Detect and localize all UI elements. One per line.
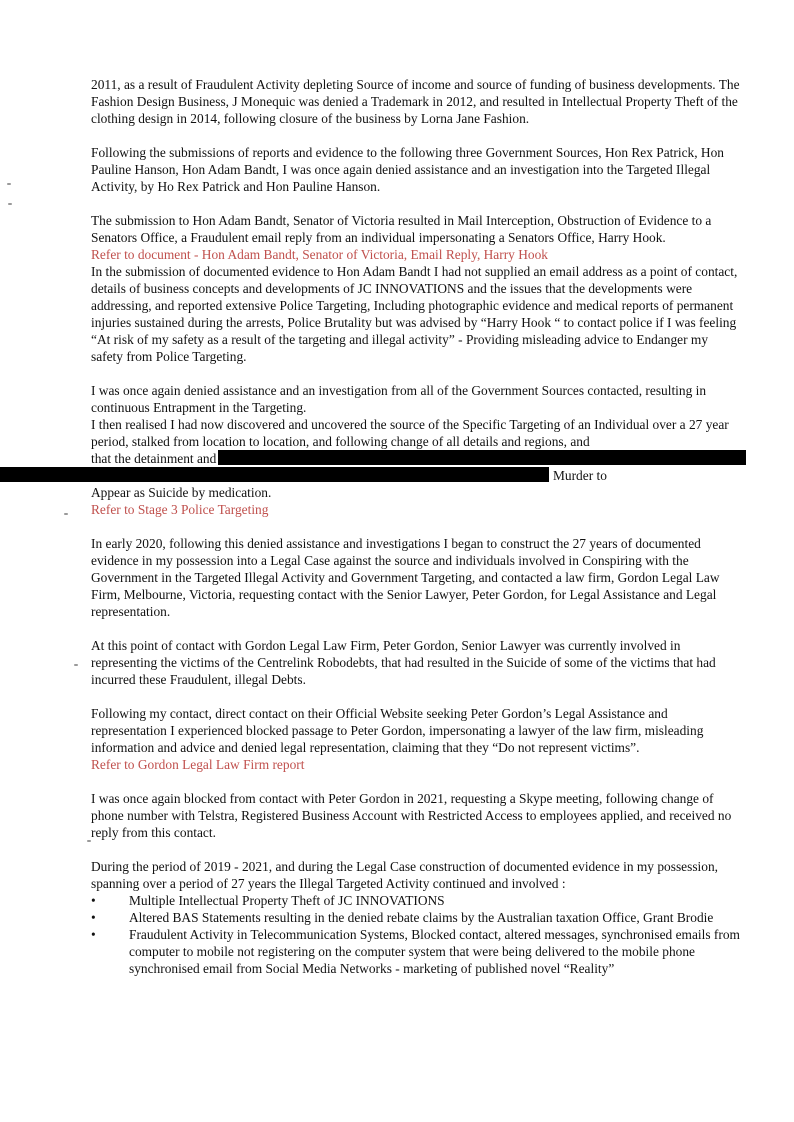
redacted-line-1-text: that the detainment and xyxy=(91,451,217,466)
redacted-line-1 xyxy=(91,450,741,467)
redaction-bar xyxy=(218,450,746,465)
bullet-icon: • xyxy=(91,893,96,908)
list-item: • Fraudulent Activity in Telecommunication Systems, Blocked contact, altered messages, synchronised emails from computer to mobile not registering on the computer system that were being delivered to the mobile phone synchronised email from Social Media Networks - marketing of published novel “Reality” xyxy=(91,927,740,976)
activity-list xyxy=(91,892,741,977)
link-gordon-legal-report[interactable]: Refer to Gordon Legal Law Firm report xyxy=(91,757,305,772)
paragraph-discovery xyxy=(91,416,741,501)
redacted-line-2-text: Murder to xyxy=(553,468,607,483)
scan-mark xyxy=(64,513,68,515)
paragraph-blocked-2021: I was once again blocked from contact with Peter Gordon in 2021, requesting a Skype meeting, following change of phone number with Telstra, Registered Business Account with Restricted Access to employees applied, and received no reply from this contact. xyxy=(91,791,732,840)
discovery-text: I then realised I had now discovered and uncovered the source of the Specific Targeting of an Individual over a 27 year period, stalked from location to location, and following change of all details and regions, and xyxy=(91,417,729,449)
paragraph-robodebts: At this point of contact with Gordon Legal Law Firm, Peter Gordon, Senior Lawyer was currently involved in representing the victims of the Centrelink Robodebts, that had resulted in the Suicide of some of the victims that had incurred these Fraudulent, illegal Debts. xyxy=(91,638,716,687)
list-item: • Altered BAS Statements resulting in the denied rebate claims by the Australian taxation Office, Grant Brodie xyxy=(91,910,714,925)
paragraph-blocked-passage: Following my contact, direct contact on their Official Website seeking Peter Gordon’s Legal Assistance and representation I experienced blocked passage to Peter Gordon, impersonating a lawyer of the law firm, misleading information and advice and denied legal representation, claiming that they “Do not represent victims”. xyxy=(91,706,704,755)
redaction-bar xyxy=(0,467,549,482)
scan-mark xyxy=(7,183,11,185)
paragraph-denied-assistance: I was once again denied assistance and an investigation from all of the Government Sources contacted, resulting in continuous Entrapment in the Targeting. xyxy=(91,383,707,415)
paragraph-2019-2021: During the period of 2019 - 2021, and during the Legal Case construction of documented evidence in my possession, spanning over a period of 27 years the Illegal Targeted Activity continued and involved : xyxy=(91,859,718,891)
redacted-line-3: Appear as Suicide by medication. xyxy=(91,485,272,500)
redacted-line-2 xyxy=(91,467,741,484)
paragraph-submission-bandt: The submission to Hon Adam Bandt, Senator of Victoria resulted in Mail Interception, Obstruction of Evidence to a Senators Office, a Fraudulent email reply from an individual impersonating a Senators Office, Harry Hook. xyxy=(91,213,712,245)
paragraph-intro: 2011, as a result of Fraudulent Activity depleting Source of income and source of funding of business developments. The Fashion Design Business, J Monequic was denied a Trademark in 2012, and resulted in Intellectual Property Theft of the clothing design in 2014, following closure of the business by Lorna Jane Fashion. xyxy=(91,77,740,126)
bullet-icon: • xyxy=(91,927,96,942)
document-body xyxy=(91,76,741,977)
scan-mark xyxy=(74,664,78,666)
link-stage-3[interactable]: Refer to Stage 3 Police Targeting xyxy=(91,502,269,517)
list-item: • Multiple Intellectual Property Theft of JC INNOVATIONS xyxy=(91,893,445,908)
paragraph-documented-evidence: In the submission of documented evidence to Hon Adam Bandt I had not supplied an email address as a point of contact, details of business concepts and developments of JC INNOVATIONS and the issues that the developments were addressing, and reported extensive Police Targeting, Including photographic evidence and medical reports of permanent injuries sustained during the arrests, Police Brutality but was advised by “Harry Hook “ to contact police if I was feeling “At risk of my safety as a result of the targeting and illegal activity” - Providing misleading advice to Endanger my safety from Police Targeting. xyxy=(91,264,738,364)
scan-mark xyxy=(8,203,12,205)
bullet-icon: • xyxy=(91,910,96,925)
paragraph-early-2020: In early 2020, following this denied assistance and investigations I began to construct the 27 years of documented evidence in my possession into a Legal Case against the source and individuals involved in Conspiring with the Government in the Targeted Illegal Activity and Government Targeting, and contacted a law firm, Gordon Legal Law Firm, Melbourne, Victoria, requesting contact with the Senior Lawyer, Peter Gordon, for Legal Assistance and Legal representation. xyxy=(91,536,720,619)
paragraph-government-sources: Following the submissions of reports and evidence to the following three Government Sources, Hon Rex Patrick, Hon Pauline Hanson, Hon Adam Bandt, I was once again denied assistance and an investigation into the Targeted Illegal Activity, by Ho Rex Patrick and Hon Pauline Hanson. xyxy=(91,145,724,194)
link-bandt-email-reply[interactable]: Refer to document - Hon Adam Bandt, Senator of Victoria, Email Reply, Harry Hook xyxy=(91,247,548,262)
